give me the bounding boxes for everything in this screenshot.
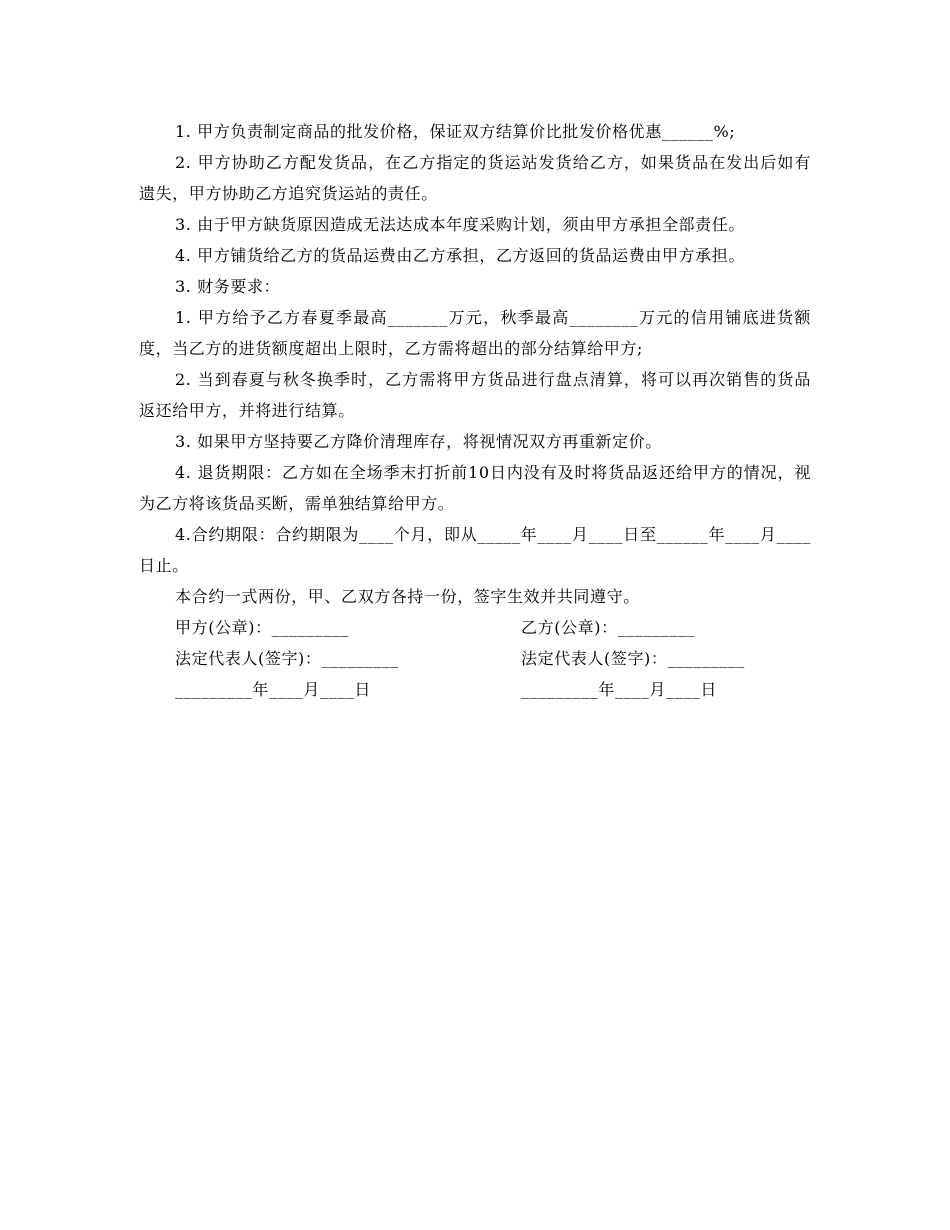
representative-row (139, 643, 811, 674)
finance-clause-2: 2. 当到春夏与秋冬换季时，乙方需将甲方货品进行盘点清算，将可以再次销售的货品返还给甲方，并将进行结算。 (139, 370, 811, 420)
clause-4: 4. 甲方铺货给乙方的货品运费由乙方承担，乙方返回的货品运费由甲方承担。 (175, 246, 745, 265)
finance-clause-1: 1. 甲方给予乙方春夏季最高_______万元，秋季最高________万元的信用铺底进货额度，当乙方的进货额度超出上限时，乙方需将超出的部分结算给甲方; (139, 308, 811, 358)
party-a-representative: 法定代表人(签字)：_________ (175, 649, 399, 668)
party-b-representative: 法定代表人(签字)：_________ (521, 649, 745, 668)
party-b-date: _________年____月____日 (521, 680, 717, 699)
party-b-seal: 乙方(公章)：_________ (521, 618, 696, 637)
seal-row (139, 612, 811, 643)
clause-3: 3. 由于甲方缺货原因造成无法达成本年度采购计划，须由甲方承担全部责任。 (175, 215, 745, 234)
finance-clause-4: 4. 退货期限：乙方如在全场季末打折前10日内没有及时将货品返还给甲方的情况，视为乙方将该货品买断，需单独结算给甲方。 (139, 463, 811, 513)
date-row (139, 674, 811, 705)
party-a-date: _________年____月____日 (175, 680, 371, 699)
finance-heading: 3. 财务要求： (175, 277, 281, 296)
party-a-seal: 甲方(公章)：_________ (175, 618, 350, 637)
clause-2: 2. 甲方协助乙方配发货品，在乙方指定的货运站发货给乙方，如果货品在发出后如有遗失，甲方协助乙方追究货运站的责任。 (139, 153, 811, 203)
closing-statement: 本合约一式两份，甲、乙双方各持一份，签字生效并共同遵守。 (175, 587, 640, 606)
clause-1: 1. 甲方负责制定商品的批发价格，保证双方结算价比批发价格优惠______%; (175, 122, 736, 141)
contract-term: 4.合约期限：合约期限为____个月，即从_____年____月____日至______年____月____日止。 (139, 525, 811, 575)
finance-clause-3: 3. 如果甲方坚持要乙方降价清理库存，将视情况双方再重新定价。 (175, 432, 662, 451)
contract-body (139, 116, 811, 705)
